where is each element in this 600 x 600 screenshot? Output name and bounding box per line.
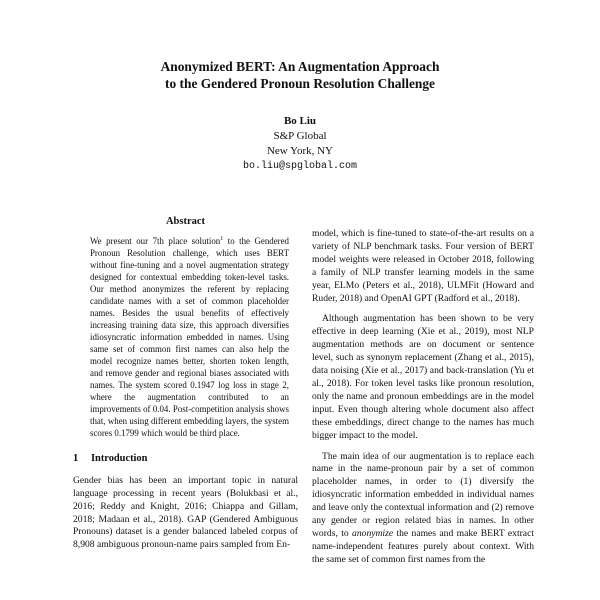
right-column [312, 228, 534, 567]
author-location: New York, NY [266, 145, 333, 157]
abstract-text-start: We present our 7th place solution [90, 235, 221, 246]
abstract-heading: Abstract [165, 216, 206, 227]
author-affiliation: S&P Global [273, 130, 327, 142]
body-paragraph-3-start: The main idea of our augmentation is to replace each name in the name-pronoun pair by a set of common placeholder names, in order to (1) diversify the idiosyncratic information embedded in individual names and leave only the contextual information and (2) remove any gender or region related bias in names. In other words, to [312, 450, 534, 539]
paper-title [0, 58, 600, 92]
author-name: Bo Liu [283, 115, 317, 127]
section-number: 1 [73, 452, 79, 464]
body-paragraph-3-end: the names and make BERT extract name-independent features purely about context. With the same set of common first names from the [312, 527, 534, 565]
title-line-1: Anonymized BERT: An Augmentation Approach [160, 59, 440, 74]
section-title: Introduction [91, 452, 148, 464]
body-paragraph-1: model, which is fine-tuned to state-of-the-art results on a variety of NLP benchmark tasks. Four version of BERT model weights were released in October 2018, following a family of NLP transfer learning models in the same year, ELMo (Peters et al., 2018), ULMFit (Howard and Ruder, 2018) and OpenAI GPT (Radford et al., 2018). [312, 228, 534, 304]
abstract-text [90, 235, 289, 439]
abstract-text-rest: to the Gendered Pronoun Resolution challenge, which uses BERT without fine-tuning and a novel augmentation strategy designed for contextual embedding token-level tasks. Our method anonymizes the referent by replacing candidate names with a set of common placeholder names. Besides the usual benefits of effectively increasing training data size, this approach diversifies idiosyncratic information embedded in names. Using same set of common first names can also help the model recognize names better, shorten token length, and remove gender and regional biases associated with names. The system scored 0.1947 log loss in stage 2, where the augmentation contributed to an improvements of 0.04. Post-competition analysis shows that, when using different embedding layers, the system scores 0.1799 which would be third place. [90, 235, 289, 438]
section-heading-introduction [73, 453, 298, 466]
left-column [73, 216, 298, 552]
author-email: bo.liu@spglobal.com [242, 161, 358, 172]
author-block [0, 114, 600, 174]
body-paragraph-2: Although augmentation has been shown to be very effective in deep learning (Xie et al., 2019), most NLP augmentation methods are on document or sentence level, such as synonym replacement (Zhang et al., 2015), data noising (Xie et al., 2017) and back-translation (Yu et al., 2018). For token level tasks like pronoun resolution, only the name and pronoun embeddings are in the model input. Even though altering whole document also affect these embeddings, direct change to the names has much bigger impact to the model. [312, 313, 534, 441]
emphasis-anonymize: anonymize [352, 527, 394, 539]
body-paragraph-3 [312, 451, 534, 567]
footnote-mark: 1 [220, 235, 224, 242]
title-line-2: to the Gendered Pronoun Resolution Challenge [165, 76, 435, 91]
intro-paragraph-1: Gender bias has been an important topic in natural language processing in recent years (Bolukbasi et al., 2016; Reddy and Knight, 2016; Chiappa and Gillam, 2018; Madaan et al., 2018). GAP (Gendered Ambiguous Pronouns) dataset is a gender balanced labeled corpus of 8,908 ambiguous pronoun-name pairs sampled from En- [73, 474, 298, 551]
